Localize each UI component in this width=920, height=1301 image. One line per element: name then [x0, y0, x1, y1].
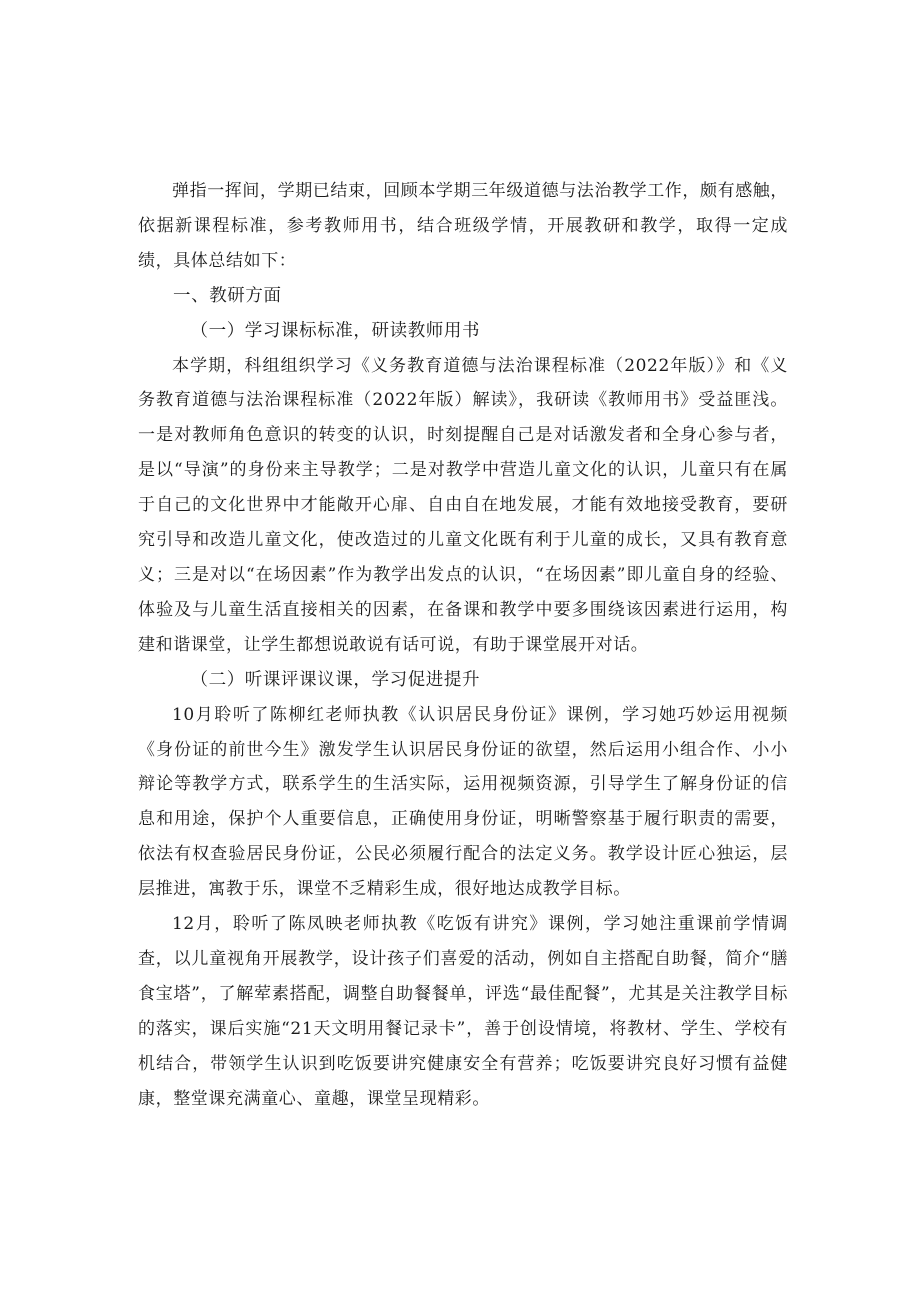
intro-paragraph: 弹指一挥间，学期已结束，回顾本学期三年级道德与法治教学工作，颇有感触，依据新课程标准，参考教师用书，结合班级学情，开展教研和教学，取得一定成绩，具体总结如下：	[138, 181, 788, 271]
document-body	[138, 174, 788, 1116]
subsection-heading-lesson-observation: （二）听课评课议课，学习促进提升	[190, 669, 481, 690]
section-heading-research: 一、教研方面	[173, 285, 282, 306]
subsection-heading-curriculum: （一）学习课标标准，研读教师用书	[190, 320, 481, 341]
october-lesson-paragraph: 10月聆听了陈柳红老师执教《认识居民身份证》课例，学习她巧妙运用视频《身份证的前世今生》激发学生认识居民身份证的欲望，然后运用小组合作、小小辩论等教学方式，联系学生的生活实际，运用视频资源，引导学生了解身份证的信息和用途，保护个人重要信息，正确使用身份证，明晰警察基于履行职责的需要，依法有权查验居民身份证，公民必须履行配合的法定义务。教学设计匠心独运，层层推进，寓教于乐，课堂不乏精彩生成，很好地达成教学目标。	[138, 704, 788, 900]
december-lesson-paragraph: 12月，聆听了陈凤映老师执教《吃饭有讲究》课例，学习她注重课前学情调查，以儿童视角开展教学，设计孩子们喜爱的活动，例如自主搭配自助餐，简介“膳食宝塔”，了解荤素搭配，调整自助餐餐单，评选“最佳配餐”，尤其是关注教学目标的落实，课后实施“21天文明用餐记录卡”，善于创设情境，将教材、学生、学校有机结合，带领学生认识到吃饭要讲究健康安全有营养；吃饭要讲究良好习惯有益健康，整堂课充满童心、童趣，课堂呈现精彩。	[138, 914, 788, 1109]
curriculum-paragraph: 本学期，科组组织学习《义务教育道德与法治课程标准（2022年版）》和《义务教育道德与法治课程标准（2022年版）解读》，我研读《教师用书》受益匪浅。一是对教师角色意识的转变的认识，时刻提醒自己是对话激发者和全身心参与者，是以“导演”的身份来主导教学；二是对教学中营造儿童文化的认识，儿童只有在属于自己的文化世界中才能敞开心扉、自由自在地发展，才能有效地接受教育，要研究引导和改造儿童文化，使改造过的儿童文化既有利于儿童的成长，又具有教育意义；三是对以“在场因素”作为教学出发点的认识，“在场因素”即儿童自身的经验、体验及与儿童生活直接相关的因素，在备课和教学中要多围绕该因素进行运用，构建和谐课堂，让学生都想说敢说有话可说，有助于课堂展开对话。	[138, 355, 788, 655]
